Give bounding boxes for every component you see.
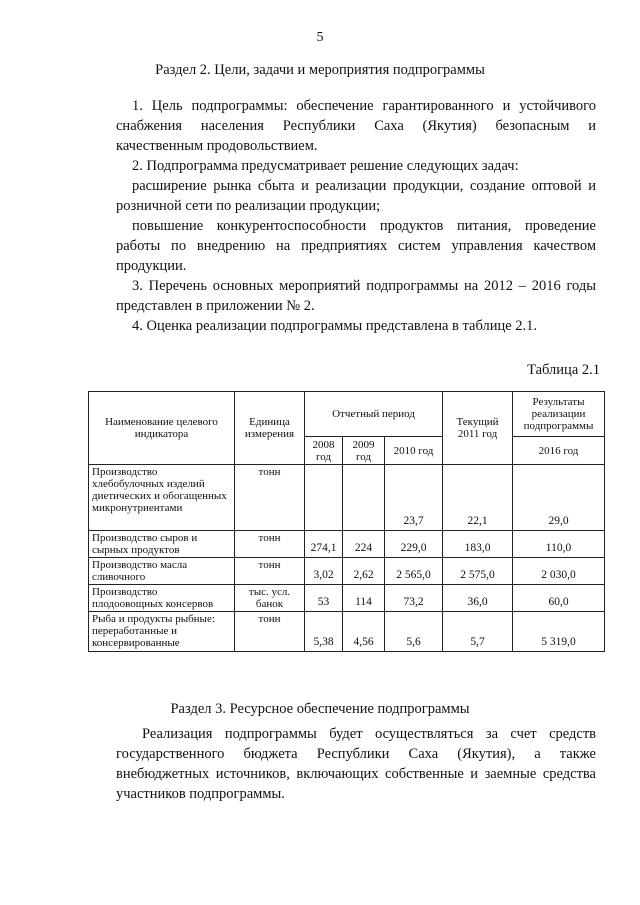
cell-2016: 2 030,0 (513, 558, 605, 585)
cell-2009: 224 (343, 531, 385, 558)
section-2-title: Раздел 2. Цели, задачи и мероприятия подпрограммы (155, 62, 485, 78)
cell-2011: 2 575,0 (443, 558, 513, 585)
cell-2010: 73,2 (385, 585, 443, 612)
row-name: Производство хлебобулочных изделий диетических и обогащенных микронутриентами (89, 465, 235, 531)
row-unit: тонн (235, 612, 305, 652)
paragraph-tasks-intro: 2. Подпрограмма предусматривает решение следующих задач: (132, 158, 519, 174)
row-name: Производство сыров и сырных продуктов (89, 531, 235, 558)
paragraph-measures: 3. Перечень основных мероприятий подпрограммы на 2012 – 2016 годы представлен в приложении № 2. (116, 278, 596, 314)
header-year-2016: 2016 год (513, 437, 605, 465)
table-caption: Таблица 2.1 (527, 362, 600, 378)
row-name: Производство масла сливочного (89, 558, 235, 585)
section-3-body (116, 724, 596, 804)
page-number: 5 (316, 30, 324, 45)
header-year-2008: 2008 год (305, 437, 343, 465)
table-row (89, 558, 605, 585)
paragraph-task-1: расширение рынка сбыта и реализации продукции, создание оптовой и розничной сети по реализации продукции; (116, 178, 596, 214)
paragraph-goal: 1. Цель подпрограммы: обеспечение гарантированного и устойчивого снабжения населения Республики Саха (Якутия) безопасным и качественным продовольствием. (116, 98, 596, 154)
cell-2008: 274,1 (305, 531, 343, 558)
header-year-2010: 2010 год (385, 437, 443, 465)
paragraph-task-2: повышение конкурентоспособности продуктов питания, проведение работы по внедрению на предприятиях систем управления качеством продукции. (116, 218, 596, 274)
cell-2010: 2 565,0 (385, 558, 443, 585)
cell-2009: 4,56 (343, 612, 385, 652)
table-row (89, 531, 605, 558)
cell-2008: 3,02 (305, 558, 343, 585)
header-year-2009: 2009 год (343, 437, 385, 465)
cell-2011: 22,1 (443, 465, 513, 531)
paragraph-resources: Реализация подпрограммы будет осуществляться за счет средств государственного бюджета Республики Саха (Якутия), а также внебюджетных источников, включающих собственные и заемные средства участников подпрограммы. (116, 726, 596, 802)
cell-2011: 183,0 (443, 531, 513, 558)
cell-2016: 110,0 (513, 531, 605, 558)
header-results: Результаты реализации подпрограммы (513, 392, 605, 437)
cell-2011: 5,7 (443, 612, 513, 652)
cell-2008 (305, 465, 343, 531)
indicator-table (88, 391, 605, 652)
table-row (89, 612, 605, 652)
row-name: Рыба и продукты рыбные: переработанные и консервированные (89, 612, 235, 652)
table-row (89, 585, 605, 612)
header-current-year: Текущий 2011 год (443, 392, 513, 465)
cell-2016: 5 319,0 (513, 612, 605, 652)
table-row (89, 465, 605, 531)
header-unit: Единица измерения (235, 392, 305, 465)
paragraph-evaluation: 4. Оценка реализации подпрограммы представлена в таблице 2.1. (132, 318, 538, 334)
header-indicator-name: Наименование целевого индикатора (89, 392, 235, 465)
cell-2009: 2,62 (343, 558, 385, 585)
row-name: Производство плодоовощных консервов (89, 585, 235, 612)
row-unit: тонн (235, 531, 305, 558)
section-2-body (116, 96, 596, 336)
cell-2008: 53 (305, 585, 343, 612)
cell-2009 (343, 465, 385, 531)
row-unit: тыс. усл. банок (235, 585, 305, 612)
cell-2016: 29,0 (513, 465, 605, 531)
cell-2011: 36,0 (443, 585, 513, 612)
cell-2010: 229,0 (385, 531, 443, 558)
row-unit: тонн (235, 558, 305, 585)
cell-2016: 60,0 (513, 585, 605, 612)
section-3-title: Раздел 3. Ресурсное обеспечение подпрограммы (170, 701, 470, 717)
cell-2008: 5,38 (305, 612, 343, 652)
header-report-period: Отчетный период (305, 392, 443, 437)
cell-2010: 23,7 (385, 465, 443, 531)
row-unit: тонн (235, 465, 305, 531)
cell-2010: 5,6 (385, 612, 443, 652)
cell-2009: 114 (343, 585, 385, 612)
